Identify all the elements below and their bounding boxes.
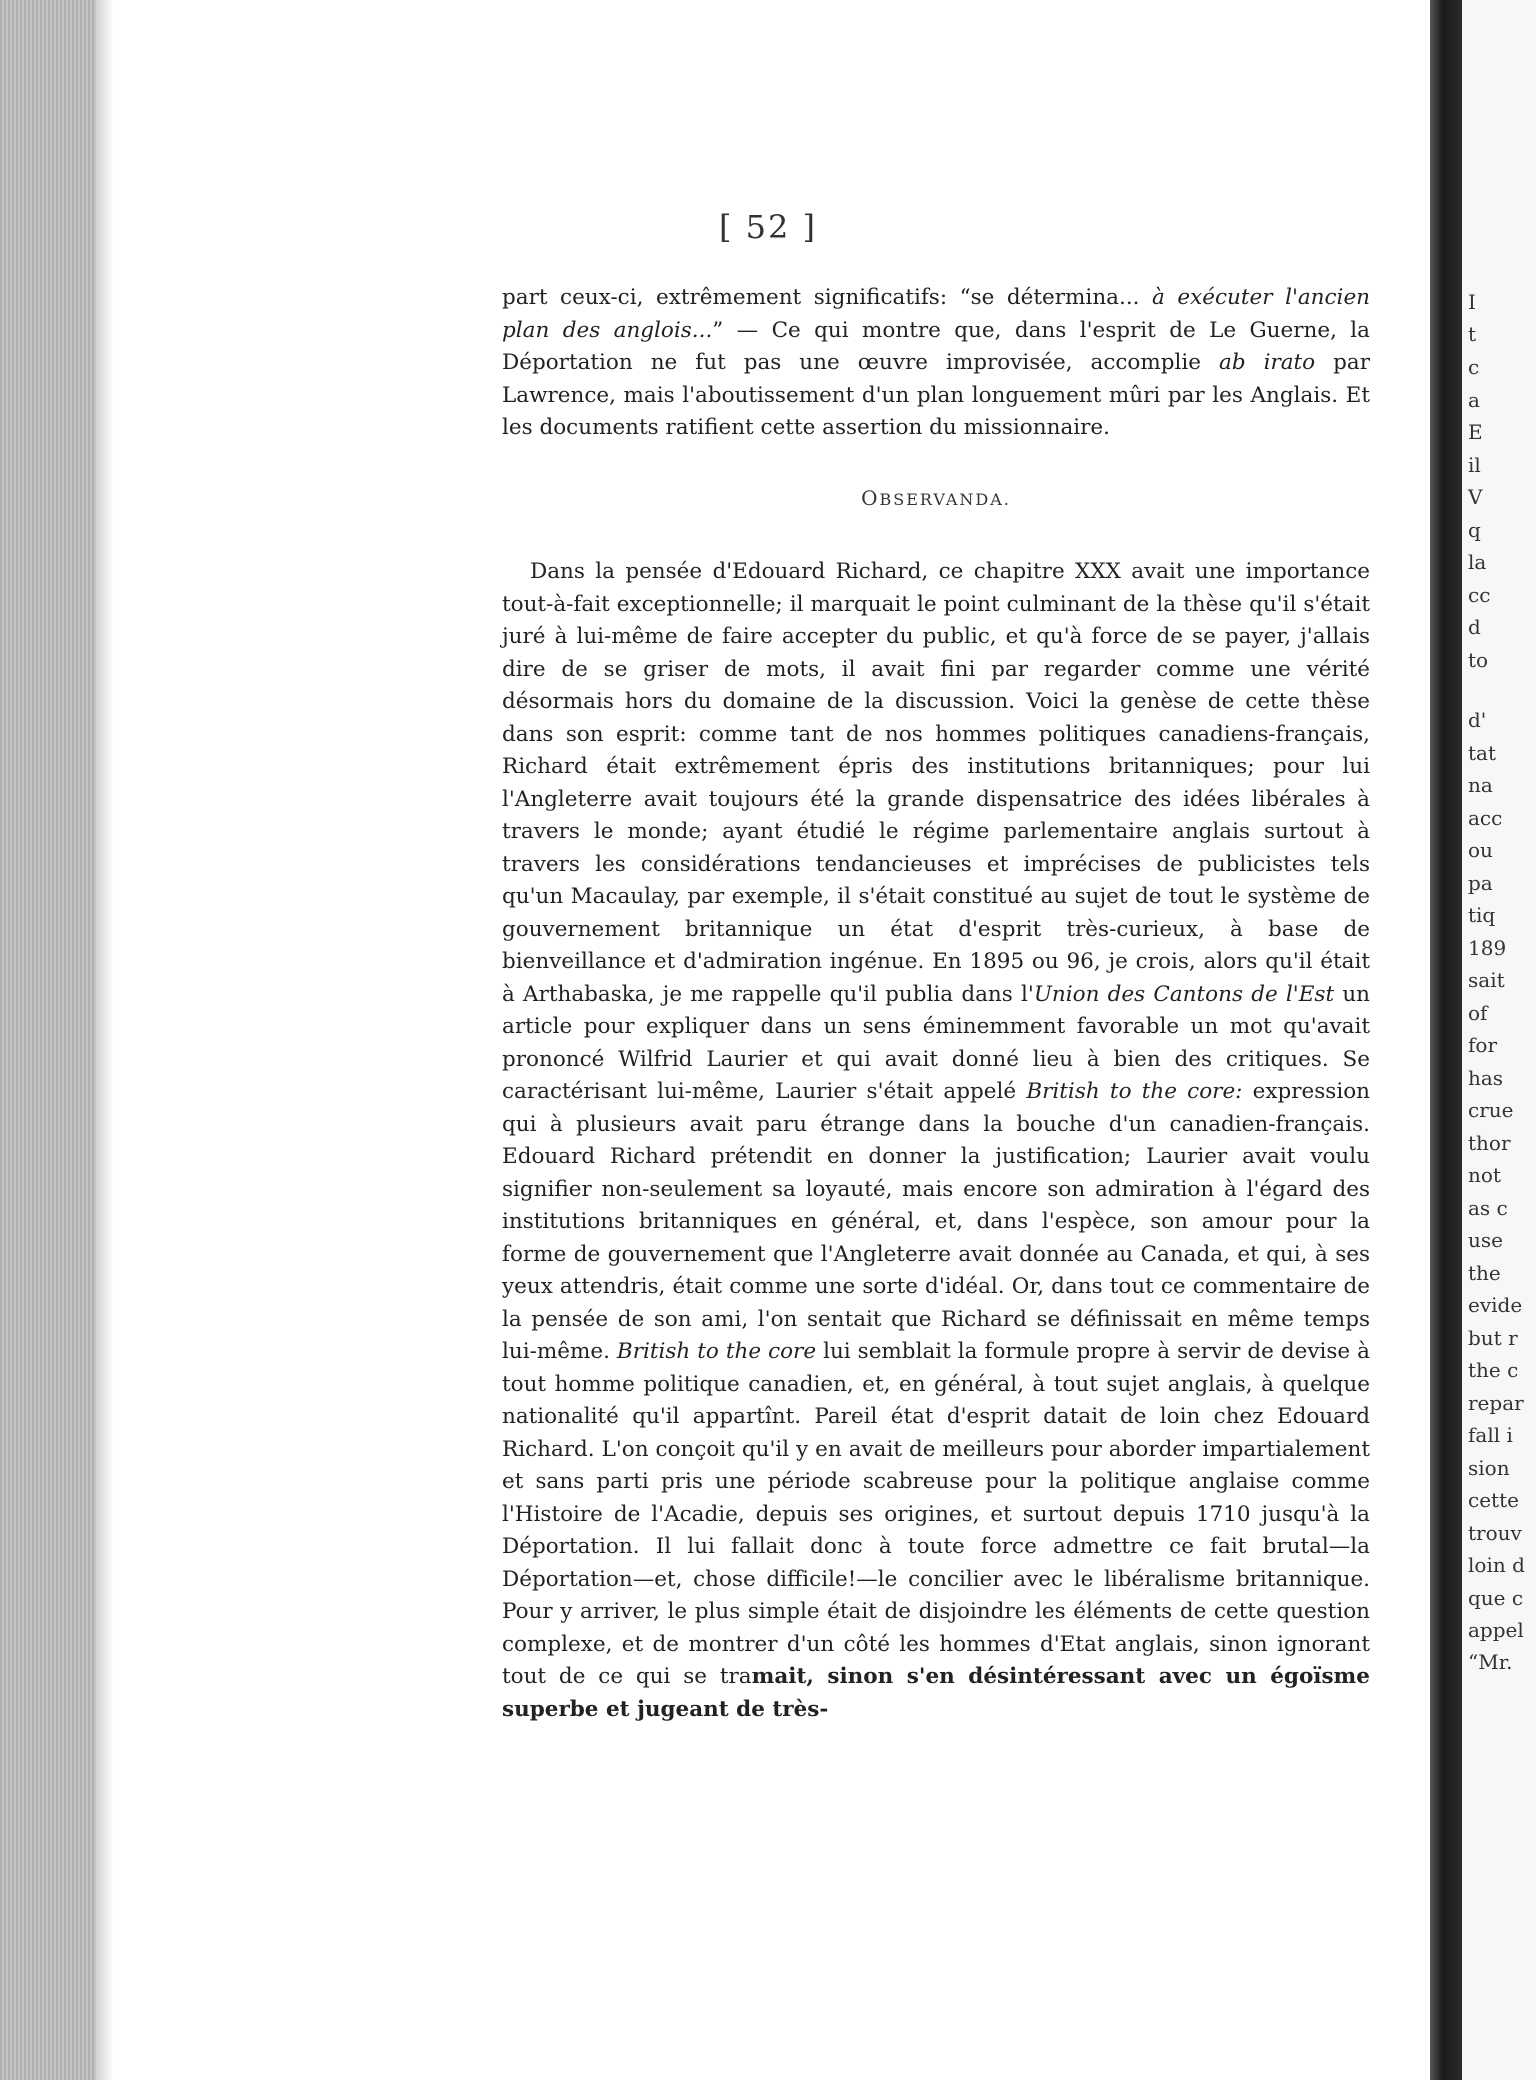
facing-page-line: d — [1468, 615, 1481, 639]
main-text-segment: Dans la pensée d'Edouard Richard, ce chapitre XXX avait une importance tout-à-fait exceptionnelle; il marquait le point culminant de la thèse qu'il s'était juré à lui-même de faire accepter du public, et qu'à force de se payer, j'allais dire de se griser de mots, il avait fini par regarder comme une vérité désormais hors du domaine de la discussion. Voici la genèse de cette thèse dans son esprit: comme tant de nos hommes politiques canadiens-français, Richard était extrêmement épris des institutions britanniques; pour lui l'Angleterre avait toujours été la grande dispensatrice des idées libérales à travers le monde; ayant étudié le régime parlementaire anglais surtout à travers les considérations tendancieuses et imprécises de publicistes tels qu'un Macaulay, par exemple, il s'était constitué au sujet de tout le système de gouvernement britannique un état d'esprit très-curieux, à base de bienveillance et d'admiration ingénue. En 1895 ou 96, je crois, alors qu'il était à Arthabaska, je me rappelle qu'il publia dans l' — [502, 559, 1370, 1007]
facing-page-line: la — [1468, 550, 1487, 574]
facing-page-line: 189 — [1468, 936, 1507, 960]
page-number: [ 52 ] — [718, 208, 818, 246]
facing-page-line: loin d — [1468, 1553, 1525, 1577]
facing-page-line: trouv — [1468, 1521, 1522, 1545]
facing-page-line: cette — [1468, 1488, 1519, 1512]
facing-page-line: crue — [1468, 1098, 1514, 1122]
facing-page-line: repar — [1468, 1391, 1524, 1415]
facing-page-line: not — [1468, 1163, 1501, 1187]
facing-page-line: d' — [1468, 708, 1487, 732]
main-text-segment: mait, sinon s'en désintéressant avec un égoïsme superbe et jugeant de très- — [502, 1664, 1370, 1722]
main-text-segment: British to the core — [616, 1339, 817, 1364]
facing-page-line: the — [1468, 1261, 1501, 1285]
facing-page-line: sion — [1468, 1456, 1510, 1480]
facing-page-line: a — [1468, 388, 1480, 412]
facing-page-line: tat — [1468, 741, 1496, 765]
main-text-segment: expression qui à plusieurs avait paru étrange dans la bouche d'un canadien-français. Edouard Richard prétendit en donner la justification; Laurier avait voulu signifier non-seulement sa loyauté, mais encore son admiration à l'égard des institutions britanniques en général, et, dans l'espèce, son amour pour la forme de gouvernement que l'Angleterre avait donnée au Canada, et qui, à ses yeux attendris, était comme une sorte d'idéal. Or, dans tout ce commentaire de la pensée de son ami, l'on sentait que Richard se définissait en même temps lui-même. — [502, 1079, 1370, 1364]
facing-page-line: q — [1468, 518, 1481, 542]
facing-page-line: ou — [1468, 838, 1493, 862]
facing-page-line: il — [1468, 453, 1481, 477]
facing-page-line: t — [1468, 322, 1477, 346]
main-text-segment: Union des Cantons de l'Est — [1033, 981, 1335, 1007]
intro-paragraph — [502, 282, 1370, 445]
main-text-segment: British to the core: — [1026, 1079, 1243, 1104]
book-page-edges — [0, 0, 96, 2080]
facing-page-line: as c — [1468, 1196, 1508, 1220]
intro-text-segment: ” — Ce qui montre que, dans l'esprit de Le Guerne, la Déportation ne fut pas une œuvre improvisée, accomplie — [502, 317, 1370, 375]
intro-text-segment: ab irato — [1219, 350, 1316, 375]
facing-page — [1462, 0, 1536, 2080]
facing-page-line: use — [1468, 1228, 1503, 1252]
facing-page-line: acc — [1468, 806, 1503, 830]
facing-page-line: “Mr. — [1468, 1650, 1513, 1674]
facing-page-line: I — [1468, 290, 1476, 314]
facing-page-line: fall i — [1468, 1423, 1513, 1447]
facing-page-line: has — [1468, 1066, 1504, 1090]
main-text-segment: lui semblait la formule propre à servir de devise à tout homme politique canadien, et, en général, à tout sujet anglais, à quelque nationalité qu'il appartînt. Pareil état d'esprit datait de loin chez Edouard Richard. L'on conçoit qu'il y en avait de meilleurs pour aborder impartialement et sans parti pris une période scabreuse pour la politique anglaise comme l'Histoire de l'Acadie, depuis ses origines, et surtout depuis 1710 jusqu'à la Déportation. Il lui fallait donc à toute force admettre ce fait brutal—la Déportation—et, chose difficile!—le concilier avec le libéralisme britannique. Pour y arriver, le plus simple était de disjoindre les éléments de cette question complexe, et de montrer d'un côté les hommes d'Etat anglais, sinon ignorant tout de ce qui se tra — [502, 1339, 1370, 1689]
facing-page-line: c — [1468, 355, 1480, 379]
intro-text-segment: par Lawrence, mais l'aboutissement d'un plan longuement mûri par les Anglais. Et les documents ratifient cette assertion du missionnaire. — [502, 350, 1370, 440]
facing-page-line: tiq — [1468, 903, 1496, 927]
facing-page-line: appel — [1468, 1618, 1524, 1642]
facing-page-line: E — [1468, 420, 1483, 444]
intro-text-segment: à exécuter l'ancien plan des anglois... — [502, 285, 1371, 343]
facing-page-line: sait — [1468, 968, 1505, 992]
facing-page-line: of — [1468, 1001, 1488, 1025]
facing-page-line: evide — [1468, 1293, 1523, 1317]
facing-page-line: the c — [1468, 1358, 1519, 1382]
facing-page-line: to — [1468, 648, 1489, 672]
facing-page-line: thor — [1468, 1131, 1511, 1155]
facing-page-line: but r — [1468, 1326, 1518, 1350]
facing-page-line: que c — [1468, 1586, 1524, 1610]
facing-page-line: pa — [1468, 871, 1493, 895]
main-text-segment: un article pour expliquer dans un sens éminemment favorable un mot qu'avait prononcé Wilfrid Laurier et qui avait donné lieu à bien des critiques. Se caractérisant lui-même, Laurier s'était appelé — [502, 981, 1371, 1104]
main-paragraph — [502, 556, 1370, 1726]
section-heading: OBSERVANDA. — [861, 485, 1011, 510]
facing-page-line: cc — [1468, 583, 1491, 607]
facing-page-line: for — [1468, 1033, 1498, 1057]
page-text — [502, 282, 1370, 1726]
intro-text-segment: part ceux-ci, extrêmement significatifs: “se détermina... — [502, 285, 1153, 310]
facing-page-line: V — [1468, 485, 1483, 509]
facing-page-line: na — [1468, 773, 1493, 797]
book-gutter — [1430, 0, 1462, 2080]
